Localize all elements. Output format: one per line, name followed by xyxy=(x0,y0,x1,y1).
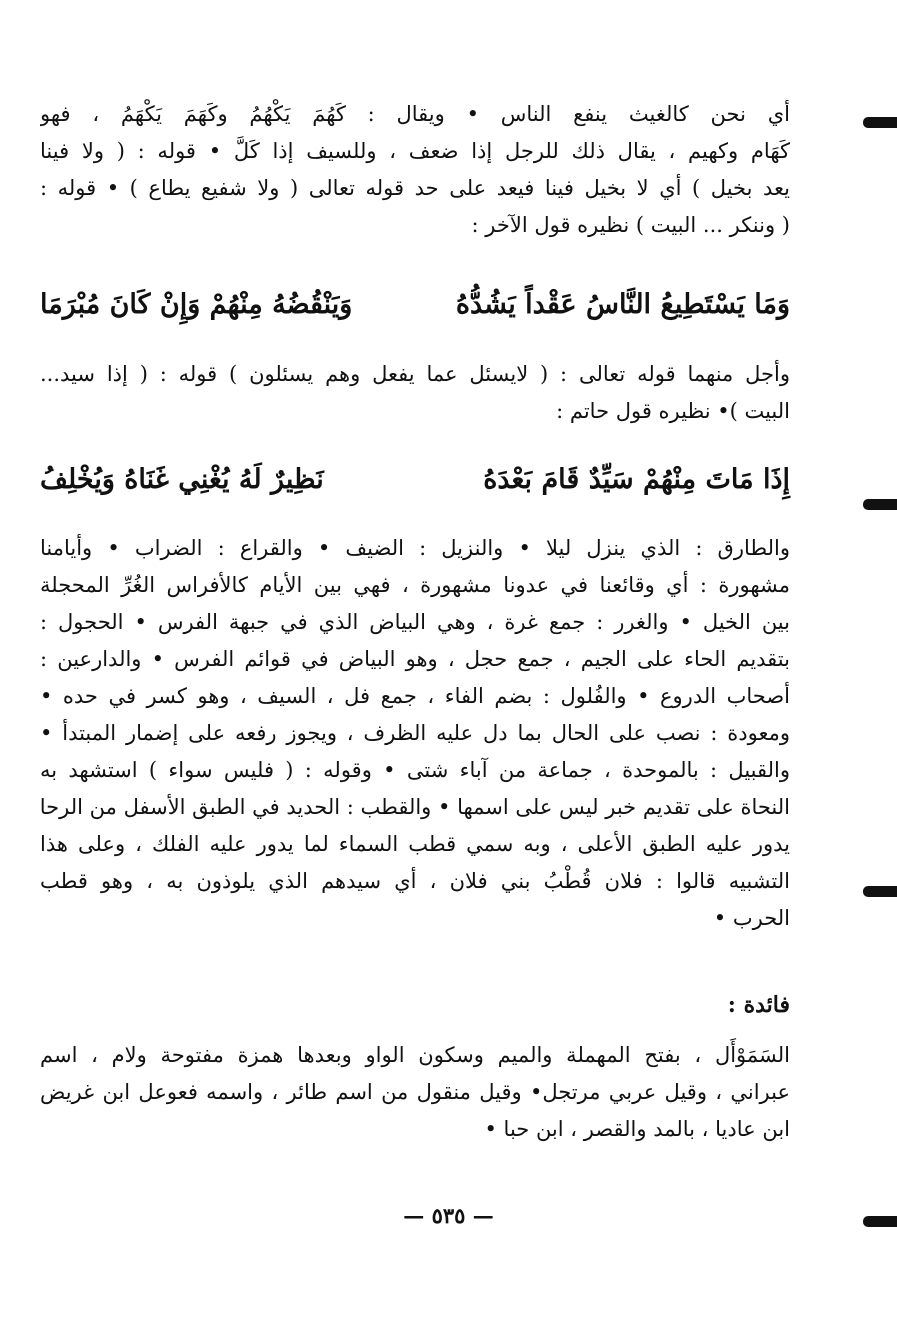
text-line: مشهورة : أي وقائعنا في عدونا مشهورة ، فهي بين الأيام كالأفراس الغُرِّ المحجلة xyxy=(40,573,790,597)
section-heading: فائدة : xyxy=(727,992,790,1018)
text-line: السَمَوْأَل ، بفتح المهملة والميم وسكون الواو وبعدها همزة مفتوحة ولام ، اسم xyxy=(40,1043,790,1067)
margin-mark xyxy=(863,1216,897,1227)
text-line: ابن عاديا ، بالمد والقصر ، ابن حبا • xyxy=(484,1117,790,1141)
text-line: يدور عليه الطبق الأعلى ، وبه سمي قطب السماء لما يدور عليه الفلك ، وعلى هذا xyxy=(40,832,790,856)
paragraph-3 xyxy=(40,530,790,937)
text-line: يعد بخيل ) أي لا بخيل فينا فيعد على حد قوله تعالى ( ولا شفيع يطاع ) • قوله : xyxy=(40,176,790,200)
text-line: التشبيه قالوا : فلان قُطْبُ بني فلان ، أي سيدهم الذي يلوذون به ، وهو قطب xyxy=(40,869,790,893)
text-line: بين الخيل • والغرر : جمع غرة ، وهي البياض الذي في جبهة الفرس • الحجول : xyxy=(40,610,790,634)
text-line: والقبيل : بالموحدة ، جماعة من آباء شتى • وقوله : ( فليس سواء ) استشهد به xyxy=(40,758,790,782)
verse-first-hemistich: إِذَا مَاتَ مِنْهُمْ سَيِّدٌ قَامَ بَعْدَهُ xyxy=(483,464,790,495)
margin-mark xyxy=(863,886,897,897)
paragraph-4 xyxy=(40,1037,790,1148)
margin-mark xyxy=(863,117,897,128)
paragraph-2 xyxy=(40,356,790,430)
page-number: — ٥٣٥ — xyxy=(403,1203,494,1228)
text-line: عبراني ، وقيل عربي مرتجل• وقيل منقول من اسم طائر ، واسمه فعوعل ابن غريض xyxy=(40,1080,790,1104)
text-line: كَهَام وكهيم ، يقال ذلك للرجل إذا ضعف ، وللسيف إذا كَلَّ • قوله : ( ولا فينا xyxy=(40,139,790,163)
verse-second-hemistich: وَيَنْقُضُهُ مِنْهُمْ وَإِنْ كَانَ مُبْرَمَا xyxy=(40,289,353,320)
text-line: البيت )• نظيره قول حاتم : xyxy=(556,399,790,423)
text-line: ( وننكر ... البيت ) نظيره قول الآخر : xyxy=(471,213,790,237)
margin-mark xyxy=(863,499,897,510)
text-line: الحرب • xyxy=(713,906,790,930)
paragraph-1 xyxy=(40,96,790,244)
text-line: أصحاب الدروع • والفُلول : بضم الفاء ، جمع فل ، السيف ، وهو كسر في حده • xyxy=(40,684,790,708)
verse-first-hemistich: وَمَا يَسْتَطِيعُ النَّاسُ عَقْداً يَشُدُّهُ xyxy=(455,289,790,320)
poetry-verse-1 xyxy=(40,280,790,330)
text-line: أي نحن كالغيث ينفع الناس • ويقال : كَهُمَ يَكْهُمُ وكَهَمَ يَكْهَمُ ، فهو xyxy=(40,102,790,126)
verse-second-hemistich: نَظِيرٌ لَهُ يُغْنِي غَنَاهُ وَيُخْلِفُ xyxy=(40,464,324,495)
text-line: والطارق : الذي ينزل ليلا • والنزيل : الضيف • والقراع : الضراب • وأيامنا xyxy=(40,536,790,560)
text-line: بتقديم الحاء على الجيم ، جمع حجل ، وهو البياض في قوائم الفرس • والدارعين : xyxy=(40,647,790,671)
text-line: ومعودة : نصب على الحال بما دل عليه الظرف ، ويجوز رفعه على إضمار المبتدأ • xyxy=(40,721,790,745)
text-line: النحاة على تقديم خبر ليس على اسمها • والقطب : الحديد في الطبق الأسفل من الرحا xyxy=(40,795,790,819)
poetry-verse-2 xyxy=(40,455,790,505)
text-line: وأجل منهما قوله تعالى : ( لايسئل عما يفعل وهم يسئلون ) قوله : ( إذا سيد... xyxy=(40,362,790,386)
